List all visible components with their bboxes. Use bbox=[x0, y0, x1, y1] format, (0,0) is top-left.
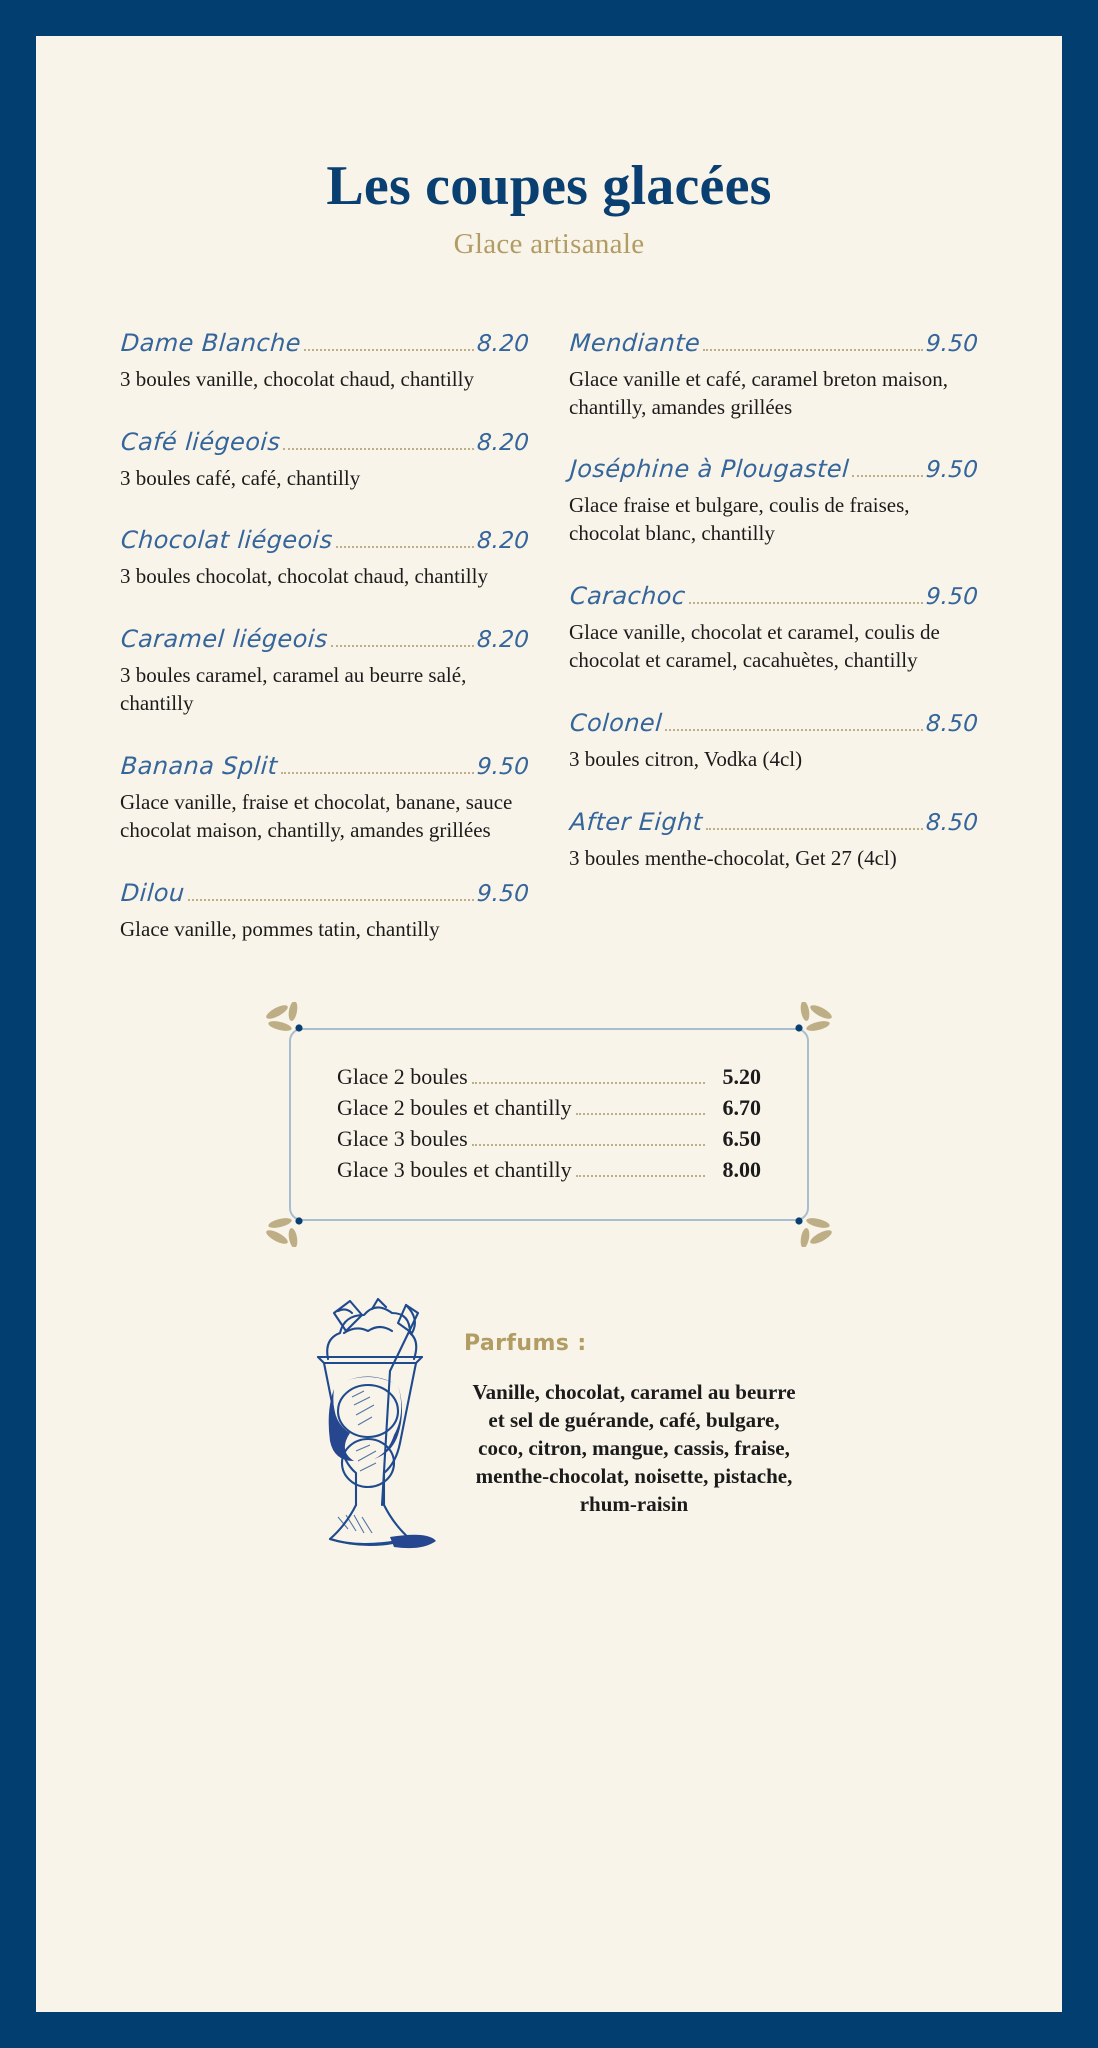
price-row bbox=[337, 1064, 761, 1090]
menu-item-price: 9.50 bbox=[925, 584, 979, 611]
menu-page bbox=[36, 36, 1062, 2012]
menu-item-head bbox=[120, 879, 529, 907]
menu-columns bbox=[36, 261, 1062, 944]
menu-column-right bbox=[569, 329, 978, 873]
menu-item-description: 3 boules chocolat, chocolat chaud, chantilly bbox=[120, 564, 488, 589]
menu-item-price: 9.50 bbox=[476, 881, 530, 908]
dot-leader bbox=[689, 601, 923, 604]
parfums-title: Parfums : bbox=[464, 1330, 587, 1356]
menu-item-name: Mendiante bbox=[569, 328, 702, 357]
leaf-ornament-icon bbox=[263, 1002, 309, 1042]
price-row bbox=[337, 1126, 761, 1152]
dot-leader bbox=[706, 827, 923, 830]
dot-leader bbox=[472, 1143, 705, 1146]
menu-item-head bbox=[120, 625, 529, 653]
menu-item-head bbox=[569, 808, 978, 836]
leaf-ornament-icon bbox=[789, 1002, 835, 1042]
menu-item-price: 9.50 bbox=[476, 754, 530, 781]
menu-item-description: Glace vanille, pommes tatin, chantilly bbox=[120, 917, 440, 942]
menu-item bbox=[569, 455, 978, 548]
menu-item bbox=[120, 526, 529, 591]
menu-item-head bbox=[120, 428, 529, 456]
menu-item-description: 3 boules menthe-chocolat, Get 27 (4cl) bbox=[569, 846, 897, 871]
price-row-value: 6.70 bbox=[722, 1094, 761, 1120]
dot-leader bbox=[576, 1174, 705, 1177]
menu-item-name: Joséphine à Plougastel bbox=[569, 455, 851, 484]
menu-item-price: 8.50 bbox=[925, 711, 979, 738]
dot-leader bbox=[665, 728, 923, 731]
menu-item-head bbox=[120, 526, 529, 554]
price-row-value: 8.00 bbox=[722, 1156, 761, 1182]
menu-item bbox=[120, 625, 529, 718]
ice-cream-sundae-icon bbox=[294, 1293, 446, 1561]
leaf-ornament-icon bbox=[263, 1207, 309, 1247]
price-box-container bbox=[289, 1028, 809, 1221]
price-row-value: 6.50 bbox=[722, 1125, 761, 1151]
menu-item bbox=[569, 808, 978, 873]
menu-item bbox=[120, 879, 529, 944]
menu-item-price: 8.50 bbox=[925, 810, 979, 837]
menu-item-price: 8.20 bbox=[476, 429, 530, 456]
parfums-list: Vanille, chocolat, caramel au beurre et sel de guérande, café, bulgare, coco, citron, mangue, cassis, fraise, menthe-chocolat, noisette, pistache, rhum-raisin bbox=[472, 1379, 796, 1517]
menu-item-price: 9.50 bbox=[925, 330, 979, 357]
menu-item-description: Glace fraise et bulgare, coulis de fraises, chocolat blanc, chantilly bbox=[569, 493, 910, 546]
menu-item-description: 3 boules citron, Vodka (4cl) bbox=[569, 747, 803, 772]
parfums-text-block bbox=[464, 1293, 804, 1519]
menu-item-head bbox=[120, 752, 529, 780]
menu-item-price: 8.20 bbox=[476, 330, 530, 357]
page-subtitle: Glace artisanale bbox=[453, 227, 645, 260]
dot-leader bbox=[331, 644, 474, 647]
menu-item bbox=[569, 582, 978, 675]
page-title: Les coupes glacées bbox=[326, 155, 772, 217]
price-row-label: Glace 3 boules et chantilly bbox=[337, 1156, 572, 1182]
menu-item-name: Dame Blanche bbox=[120, 328, 302, 357]
menu-item-head bbox=[120, 329, 529, 357]
menu-header bbox=[36, 36, 1062, 261]
menu-item-head bbox=[569, 455, 978, 483]
dot-leader bbox=[852, 474, 923, 477]
dot-leader bbox=[472, 1081, 705, 1084]
menu-item-price: 8.20 bbox=[476, 627, 530, 654]
dot-leader bbox=[283, 447, 474, 450]
price-row bbox=[337, 1157, 761, 1183]
menu-item bbox=[120, 428, 529, 493]
menu-item-description: 3 boules vanille, chocolat chaud, chantilly bbox=[120, 366, 474, 391]
price-row-label: Glace 3 boules bbox=[337, 1125, 468, 1151]
dot-leader bbox=[281, 771, 474, 774]
leaf-ornament-icon bbox=[789, 1207, 835, 1247]
dot-leader bbox=[304, 348, 474, 351]
menu-item bbox=[120, 752, 529, 845]
dot-leader bbox=[576, 1112, 705, 1115]
menu-item-description: Glace vanille et café, caramel breton maison, chantilly, amandes grillées bbox=[569, 366, 948, 419]
menu-item bbox=[569, 329, 978, 422]
menu-item bbox=[120, 329, 529, 394]
menu-item-head bbox=[569, 329, 978, 357]
menu-column-left bbox=[120, 329, 529, 944]
menu-item bbox=[569, 709, 978, 774]
menu-item-name: Banana Split bbox=[120, 752, 279, 781]
price-row-value: 5.20 bbox=[722, 1063, 761, 1089]
price-box bbox=[289, 1028, 809, 1221]
dot-leader bbox=[188, 898, 474, 901]
menu-item-description: 3 boules caramel, caramel au beurre salé, chantilly bbox=[120, 663, 467, 716]
price-row-label: Glace 2 boules et chantilly bbox=[337, 1094, 572, 1120]
menu-item-price: 9.50 bbox=[925, 457, 979, 484]
menu-item-head bbox=[569, 709, 978, 737]
price-row bbox=[337, 1095, 761, 1121]
dot-leader bbox=[336, 545, 474, 548]
menu-item-name: Colonel bbox=[569, 709, 664, 738]
menu-item-name: After Eight bbox=[569, 808, 704, 837]
menu-item-name: Caramel liégeois bbox=[120, 625, 329, 654]
dot-leader bbox=[703, 348, 923, 351]
parfums-section bbox=[36, 1293, 1062, 1561]
menu-item-name: Café liégeois bbox=[120, 427, 282, 456]
menu-item-description: Glace vanille, fraise et chocolat, banane, sauce chocolat maison, chantilly, amandes grillées bbox=[120, 790, 513, 843]
menu-item-description: 3 boules café, café, chantilly bbox=[120, 465, 361, 490]
price-row-label: Glace 2 boules bbox=[337, 1063, 468, 1089]
menu-item-head bbox=[569, 582, 978, 610]
menu-item-description: Glace vanille, chocolat et caramel, coulis de chocolat et caramel, cacahuètes, chantilly bbox=[569, 620, 940, 673]
menu-item-name: Dilou bbox=[120, 879, 186, 908]
menu-item-name: Chocolat liégeois bbox=[120, 526, 334, 555]
menu-item-name: Carachoc bbox=[569, 582, 687, 611]
menu-item-price: 8.20 bbox=[476, 528, 530, 555]
